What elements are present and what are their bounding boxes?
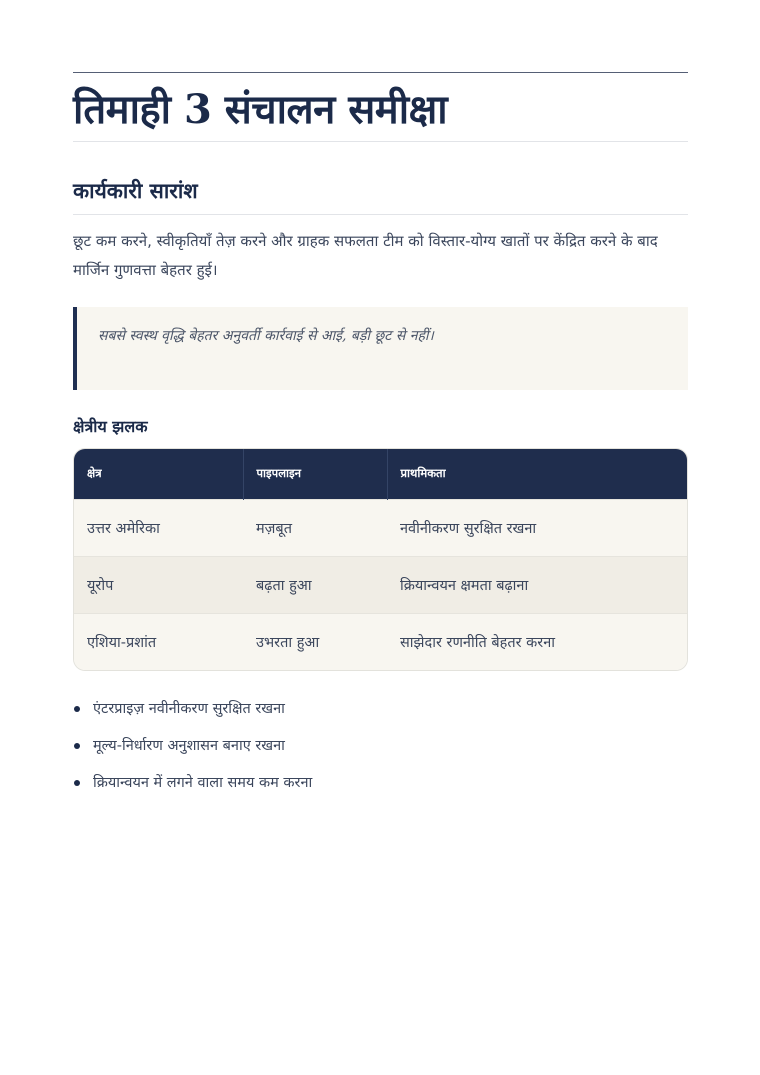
top-divider (73, 72, 688, 73)
table-header-row (74, 449, 687, 499)
table-cell-pipeline: उभरता हुआ (256, 634, 320, 651)
title-divider (73, 141, 688, 142)
column-header-region: क्षेत्र (74, 449, 243, 499)
list-item (73, 765, 688, 802)
list-item-text: क्रियान्वयन में लगने वाला समय कम करना (93, 775, 313, 791)
bullet-icon (74, 743, 80, 749)
table-row (74, 613, 687, 670)
column-header-priority: प्राथमिकता (400, 466, 446, 481)
table-cell-priority: साझेदार रणनीति बेहतर करना (400, 634, 556, 651)
bullet-icon (74, 706, 80, 712)
callout-quote (73, 307, 688, 390)
summary-paragraph: छूट कम करने, स्वीकृतियाँ तेज़ करने और ग्राहक सफलता टीम को विस्तार-योग्य खातों पर केंद्रित करने के बाद मार्जिन गुणवत्ता बेहतर हुई। (73, 232, 658, 279)
table-cell-region: एशिया-प्रशांत (87, 634, 157, 651)
list-item-text: मूल्य-निर्धारण अनुशासन बनाए रखना (93, 738, 285, 754)
summary-divider (73, 214, 688, 215)
callout-text: सबसे स्वस्थ वृद्धि बेहतर अनुवर्ती कार्रवाई से आई, बड़ी छूट से नहीं। (98, 328, 434, 344)
table-cell-pipeline: बढ़ता हुआ (256, 577, 312, 594)
page-title: तिमाही 3 संचालन समीक्षा (73, 86, 448, 133)
summary-heading: कार्यकारी सारांश (73, 178, 198, 203)
column-header-pipeline: पाइपलाइन (243, 449, 387, 499)
table-cell-priority: क्रियान्वयन क्षमता बढ़ाना (400, 577, 529, 594)
list-item (73, 728, 688, 765)
priority-bullet-list (73, 691, 688, 802)
table-cell-region: यूरोप (87, 577, 114, 594)
bullet-icon (74, 780, 80, 786)
regional-heading: क्षेत्रीय झलक (73, 417, 148, 436)
regional-table (73, 448, 688, 671)
document-page (73, 72, 688, 802)
table-row (74, 556, 687, 613)
table-cell-region: उत्तर अमेरिका (87, 520, 160, 537)
table-row (74, 499, 687, 556)
table-cell-pipeline: मज़बूत (256, 520, 292, 537)
table-cell-priority: नवीनीकरण सुरक्षित रखना (400, 520, 537, 537)
list-item-text: एंटरप्राइज़ नवीनीकरण सुरक्षित रखना (93, 701, 285, 717)
list-item (73, 691, 688, 728)
